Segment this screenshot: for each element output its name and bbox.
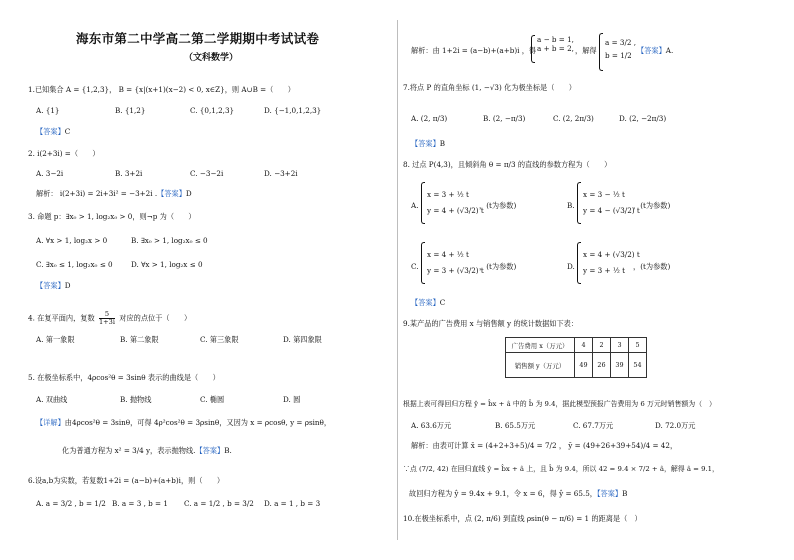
q8-option-d-label: D. — [567, 262, 575, 271]
q3-option-a: A. ∀x > 1, log₂x > 0 — [36, 236, 108, 245]
q8-answer: 【答案】C — [411, 298, 446, 307]
q9-option-c: C. 67.7万元 — [573, 421, 614, 430]
table-cell: 5 — [629, 338, 647, 353]
q8-d-param: ，(t为参数) — [633, 262, 671, 271]
table-cell: 4 — [575, 338, 593, 353]
q8-stem: 8. 过点 P(4,3)，且倾斜角 θ = π/3 的直线的参数方程为（ ） — [403, 160, 612, 169]
q1-option-c: C. {0,1,2,3} — [190, 106, 235, 115]
right-column — [397, 0, 794, 560]
q4-stem: 4. 在复平面内，复数 $\frac{5}{1+3i}$ 对应的点位于（ ） — [28, 310, 192, 326]
q2-option-c: C. −3−2i — [190, 169, 224, 178]
q8-b-brace — [577, 182, 581, 224]
q2-stem: 2. i(2+3i) =（ ） — [28, 149, 100, 158]
q2-option-b: B. 3+2i — [115, 169, 143, 178]
q1-option-a: A. {1} — [36, 106, 60, 115]
table-header-cell: 销售额 y（万元） — [506, 353, 575, 378]
q2-analysis: 解析： i(2+3i) = 2i+3i² = −3+2i .【答案】D — [36, 189, 192, 198]
q7-option-b: B. (2, −π/3) — [483, 114, 526, 123]
q8-option-a: x = 3 + ½ t y = 4 + (√3/2) t — [427, 190, 484, 215]
q9-option-a: A. 63.6万元 — [411, 421, 452, 430]
q9-text: 根据上表可得回归方程 ŷ = b̂x + â 中的 b̂ 为 9.4，据此模型预报广告费用为 6 万元时销售额为（ ） — [403, 400, 716, 408]
q5-detail-conclusion: 化为普通方程为 x² = 3/4 y，表示抛物线.【答案】B. — [62, 446, 232, 455]
q6-stem: 6.设a,b为实数，若复数1+2i = (a−b)+(a+b)i，则（ ） — [28, 476, 225, 485]
q1-stem: 1.已知集合 A = {1,2,3}， B = {x|(x+1)(x−2) < 0, x∈Z}，则 A∪B =（ ） — [28, 85, 295, 94]
q6-analysis-lead: 解析：由 1+2i = (a−b)+(a+b)i ，得 — [411, 46, 537, 55]
q4-option-c: C. 第三象限 — [200, 335, 239, 344]
q3-option-d: D. ∀x > 1, log₂x ≤ 0 — [131, 260, 203, 269]
table-row — [506, 338, 647, 353]
q4-option-b: B. 第二象限 — [120, 335, 159, 344]
q3-answer: 【答案】D — [36, 281, 71, 290]
q10-stem: 10.在极坐标系中，点 (2, π/6) 到直线 ρsin(θ − π/6) = 1 的距离是（ ） — [403, 514, 642, 523]
table-cell: 3 — [611, 338, 629, 353]
q1-option-b: B. {1,2} — [115, 106, 146, 115]
q8-option-c: x = 4 + ½ t y = 3 + (√3/2) t — [427, 250, 484, 275]
q3-option-b: B. ∃x₀ > 1, log₂x₀ ≤ 0 — [131, 236, 208, 245]
page-subtitle: （文科数学） — [184, 53, 239, 63]
q8-d-brace — [577, 242, 581, 284]
q9-option-b: B. 65.5万元 — [495, 421, 536, 430]
q5-option-d: D. 圆 — [283, 395, 301, 404]
table-cell: 54 — [629, 353, 647, 378]
q5-option-c: C. 椭圆 — [200, 395, 225, 404]
q4-option-d: D. 第四象限 — [283, 335, 322, 344]
q6-option-b: B. a = 3 , b = 1 — [112, 499, 168, 508]
q8-c-brace — [421, 242, 425, 284]
table-cell: 39 — [611, 353, 629, 378]
q9-data-table — [505, 337, 647, 378]
page-title: 海东市第二中学高二第二学期期中考试试卷 — [76, 31, 320, 46]
q9-analysis-line1: 解析：由表可计算 x̄ = (4+2+3+5)/4 = 7/2 ， ȳ = (49+26+39+54)/4 = 42， — [411, 441, 678, 450]
q7-option-c: C. (2, 2π/3) — [553, 114, 594, 123]
q8-a-brace — [421, 182, 425, 224]
q8-b-param: ，(t为参数) — [633, 201, 671, 210]
q9-stem: 9.某产品的广告费用 x 与销售额 y 的统计数据如下表： — [403, 319, 579, 328]
q7-option-a: A. (2, π/3) — [411, 114, 448, 123]
q8-a-param: ，(t为参数) — [479, 201, 517, 210]
q4-option-a: A. 第一象限 — [36, 335, 75, 344]
q6-solution-brace — [599, 33, 603, 71]
q7-stem: 7.将点 P 的直角坐标 (1, −√3) 化为极坐标是（ ） — [403, 83, 576, 92]
q1-answer: 【答案】C — [36, 127, 71, 136]
q5-option-a: A. 双曲线 — [36, 395, 68, 404]
q2-option-a: A. 3−2i — [36, 169, 64, 178]
q6-option-d: D. a = 1 , b = 3 — [264, 499, 321, 508]
q2-option-d: D. −3+2i — [264, 169, 298, 178]
q8-option-b: x = 3 − ½ t y = 4 − (√3/2) t — [583, 190, 640, 215]
q3-stem: 3. 命题 p：∃x₀ > 1, log₂x₀ > 0，则¬p 为（ ） — [28, 212, 196, 221]
q6-analysis-mid: ，解得 — [575, 46, 597, 55]
q6-answer: 【答案】A. — [637, 46, 674, 55]
q7-option-d: D. (2, −2π/3) — [619, 114, 667, 123]
q6-option-a: A. a = 3/2 , b = 1/2 — [36, 499, 106, 508]
q6-system-brace — [531, 35, 535, 63]
q6-option-c: C. a = 1/2 , b = 3/2 — [184, 499, 254, 508]
q8-c-param: ，(t为参数) — [479, 262, 517, 271]
q3-option-c: C. ∃x₀ ≤ 1, log₂x₀ ≤ 0 — [36, 260, 113, 269]
q4-fraction: $\frac{5}{1+3i}$ — [98, 310, 115, 326]
table-cell: 2 — [593, 338, 611, 353]
q5-stem: 5. 在极坐标系中，4ρcos²θ = 3sinθ 表示的曲线是（ ） — [28, 373, 220, 382]
q8-option-d: x = 4 + (√3/2) t y = 3 + ½ t — [583, 250, 640, 275]
table-header-cell: 广告费用 x（万元） — [506, 338, 575, 353]
q5-option-b: B. 抛物线 — [120, 395, 152, 404]
q1-option-d: D. {−1,0,1,2,3} — [264, 106, 322, 115]
table-cell: 49 — [575, 353, 593, 378]
table-row — [506, 353, 647, 378]
q7-answer: 【答案】B — [411, 139, 446, 148]
q8-option-b-label: B. — [567, 201, 575, 210]
q9-analysis-line3: 故回归方程为 ŷ = 9.4x + 9.1，令 x = 6，得 ŷ = 65.5，【答案】B — [409, 489, 628, 498]
table-cell: 26 — [593, 353, 611, 378]
q5-detail: 【详解】由4ρcos²θ = 3sinθ，可得 4ρ²cos²θ = 3ρsinθ，又因为 x = ρcosθ, y = ρsinθ， — [36, 418, 332, 427]
q8-option-a-label: A. — [411, 201, 419, 210]
q9-analysis-line2: ∵点 (7/2, 42) 在回归直线 ŷ = b̂x + â 上，且 b̂ 为 9.4，所以 42 = 9.4 × 7/2 + â，解得 â = 9.1， — [403, 465, 719, 473]
q8-option-c-label: C. — [411, 262, 419, 271]
q6-system: a − b = 1, a + b = 2, — [537, 35, 574, 53]
q9-option-d: D. 72.0万元 — [655, 421, 696, 430]
q6-solution: a = 3/2 , b = 1/2 — [605, 38, 637, 60]
